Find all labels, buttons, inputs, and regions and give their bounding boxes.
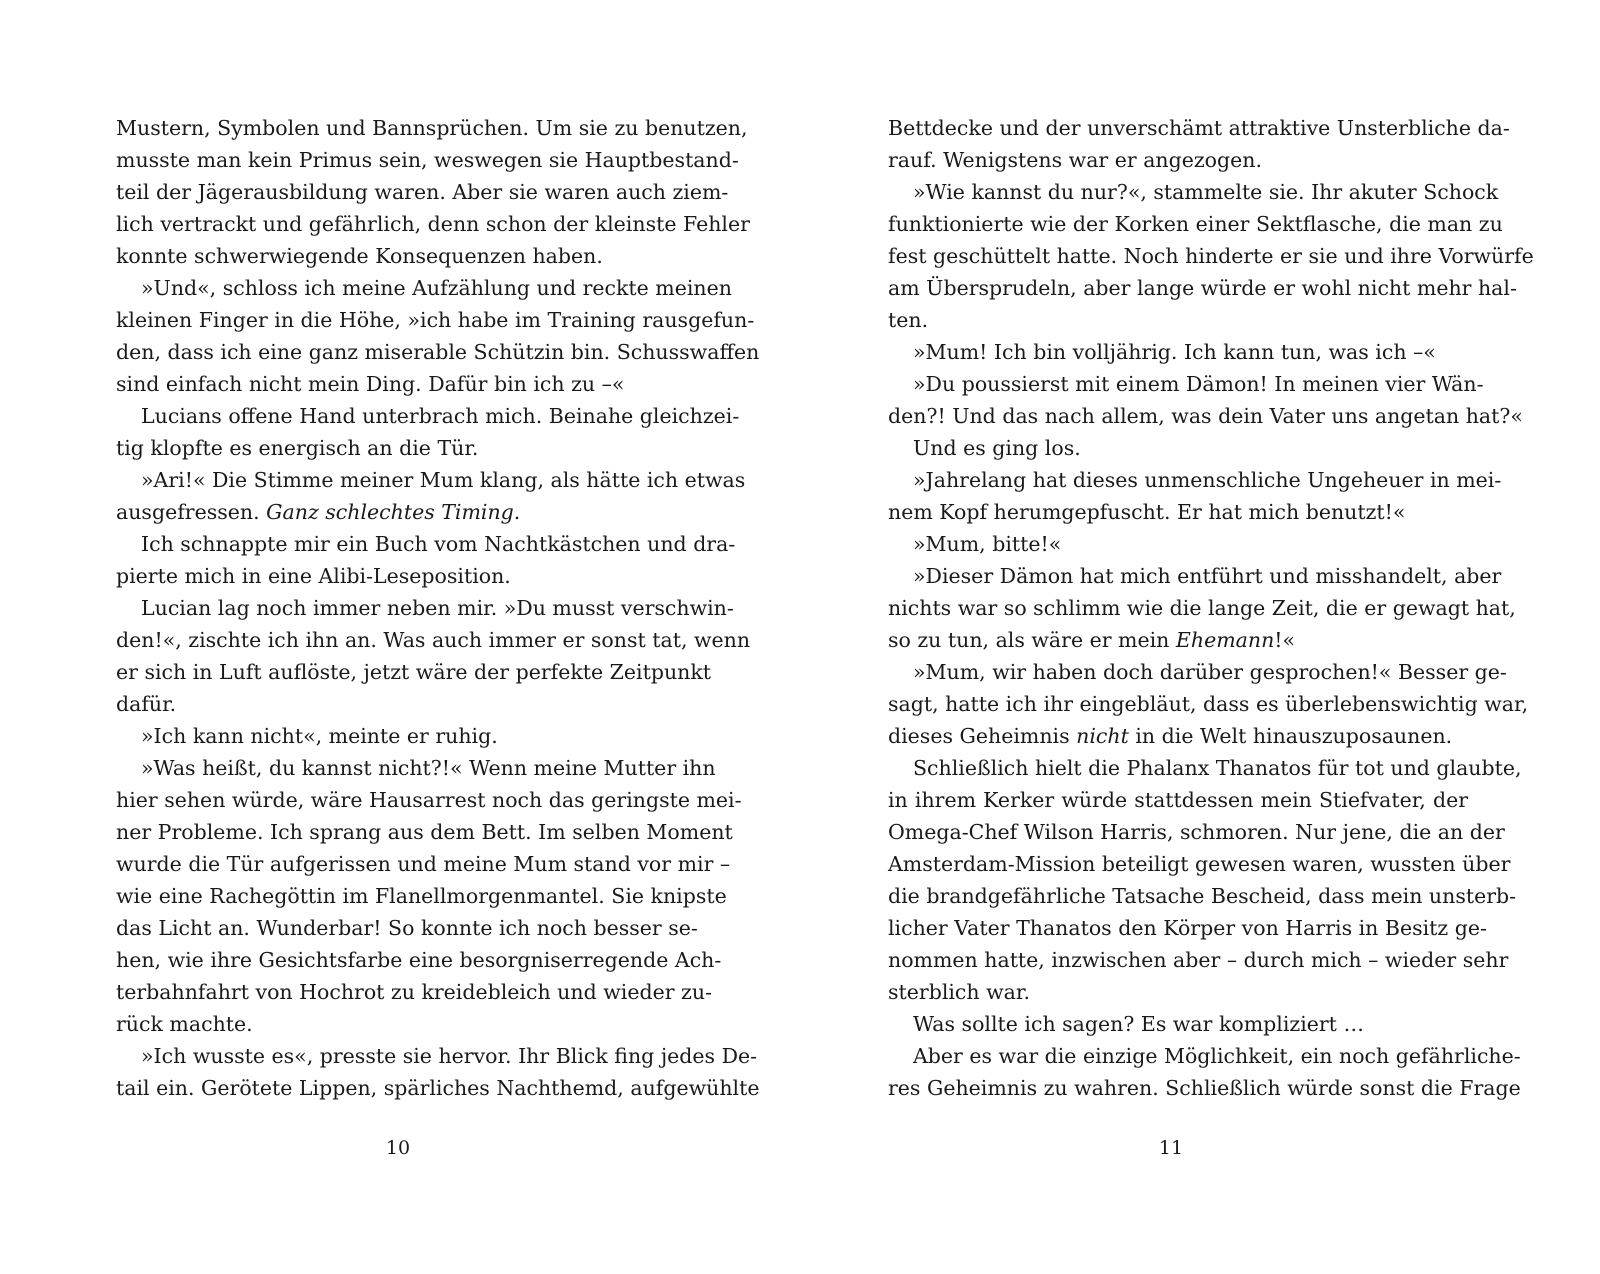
- text-line: pierte mich in eine Alibi-Leseposition.: [116, 564, 511, 588]
- text-line: »Mum! Ich bin volljährig. Ich kann tun, was ich –«: [913, 340, 1436, 364]
- text-line: Und es ging los.: [913, 436, 1081, 460]
- italic-text: Ehemann: [1175, 628, 1275, 652]
- text-line: licher Vater Thanatos den Körper von Harris in Besitz ge-: [888, 916, 1487, 940]
- text-run: so zu tun, als wäre er mein: [888, 628, 1170, 652]
- text-line: Amsterdam-Mission beteiligt gewesen waren, wussten über: [888, 852, 1511, 876]
- text-line: wurde die Tür aufgerissen und meine Mum stand vor mir –: [116, 852, 731, 876]
- text-line: »Ich wusste es«, presste sie hervor. Ihr Blick fing jedes De-: [141, 1044, 758, 1068]
- text-line: sagt, hatte ich ihr eingebläut, dass es überlebenswichtig war,: [888, 692, 1529, 716]
- text-line: die brandgefährliche Tatsache Bescheid, dass mein unsterb-: [888, 884, 1517, 908]
- text-line: Omega-Chef Wilson Harris, schmoren. Nur jene, die an der: [888, 820, 1505, 844]
- text-run: !«: [1274, 628, 1296, 652]
- text-line: »Ich kann nicht«, meinte er ruhig.: [141, 724, 498, 748]
- text-line: rauf. Wenigstens war er angezogen.: [888, 148, 1262, 172]
- text-line: [116, 496, 696, 528]
- text-line: ten.: [888, 308, 929, 332]
- text-line: terbahnfahrt von Hochrot zu kreidebleich und wieder zu-: [116, 980, 712, 1004]
- text-line: konnte schwerwiegende Konsequenzen haben.: [116, 244, 603, 268]
- text-line: »Dieser Dämon hat mich entführt und misshandelt, aber: [913, 564, 1502, 588]
- text-line: den!«, zischte ich ihn an. Was auch immer er sonst tat, wenn: [116, 628, 751, 652]
- text-line: Was sollte ich sagen? Es war kompliziert …: [913, 1012, 1364, 1036]
- italic-text: nicht: [1076, 724, 1129, 748]
- text-line: den?! Und das nach allem, was dein Vater uns angetan hat?«: [888, 404, 1523, 428]
- text-line: »Was heißt, du kannst nicht?!« Wenn meine Mutter ihn: [141, 756, 716, 780]
- text-line: »Jahrelang hat dieses unmenschliche Ungeheuer in mei-: [913, 468, 1502, 492]
- page-number-right: 11: [1158, 1137, 1184, 1159]
- text-line: ner Probleme. Ich sprang aus dem Bett. Im selben Moment: [116, 820, 733, 844]
- text-line: wie eine Rachegöttin im Flanellmorgenmantel. Sie knipste: [116, 884, 727, 908]
- text-line: nommen hatte, inzwischen aber – durch mich – wieder sehr: [888, 948, 1509, 972]
- text-line: »Du poussierst mit einem Dämon! In meinen vier Wän-: [913, 372, 1484, 396]
- text-line: Mustern, Symbolen und Bannsprüchen. Um sie zu benutzen,: [116, 116, 748, 140]
- text-line: [888, 720, 1468, 752]
- text-line: tig klopfte es energisch an die Tür.: [116, 436, 479, 460]
- text-line: »Ari!« Die Stimme meiner Mum klang, als hätte ich etwas: [141, 468, 746, 492]
- text-line: »Mum, wir haben doch darüber gesprochen!« Besser ge-: [913, 660, 1507, 684]
- italic-text: Ganz schlechtes Timing.: [266, 500, 521, 524]
- text-line: dafür.: [116, 692, 177, 716]
- text-line: hen, wie ihre Gesichtsfarbe eine besorgniserregende Ach-: [116, 948, 722, 972]
- text-line: Lucian lag noch immer neben mir. »Du musst verschwin-: [141, 596, 734, 620]
- text-line: sterblich war.: [888, 980, 1030, 1004]
- text-line: »Wie kannst du nur?«, stammelte sie. Ihr akuter Schock: [913, 180, 1499, 204]
- text-line: »Und«, schloss ich meine Aufzählung und reckte meinen: [141, 276, 732, 300]
- text-line: fest geschüttelt hatte. Noch hinderte er sie und ihre Vorwürfe: [888, 244, 1534, 268]
- text-line: Bettdecke und der unverschämt attraktive Unsterbliche da-: [888, 116, 1510, 140]
- text-line: teil der Jägerausbildung waren. Aber sie waren auch ziem-: [116, 180, 729, 204]
- left-page: [116, 112, 760, 1142]
- text-line: musste man kein Primus sein, weswegen sie Hauptbestand-: [116, 148, 739, 172]
- text-line: lich vertrackt und gefährlich, denn schon der kleinste Fehler: [116, 212, 750, 236]
- text-line: am Übersprudeln, aber lange würde er wohl nicht mehr hal-: [888, 276, 1517, 300]
- text-line: »Mum, bitte!«: [913, 532, 1062, 556]
- text-line: [888, 624, 1468, 656]
- text-line: in ihrem Kerker würde stattdessen mein Stiefvater, der: [888, 788, 1468, 812]
- text-line: res Geheimnis zu wahren. Schließlich würde sonst die Frage: [888, 1076, 1521, 1100]
- text-line: Aber es war die einzige Möglichkeit, ein noch gefährliche-: [913, 1044, 1521, 1068]
- text-line: nem Kopf herumgepfuscht. Er hat mich benutzt!«: [888, 500, 1406, 524]
- text-line: Schließlich hielt die Phalanx Thanatos für tot und glaubte,: [913, 756, 1522, 780]
- right-page: [888, 112, 1534, 1142]
- text-run: ausgefressen.: [116, 500, 260, 524]
- page-number-left: 10: [385, 1137, 411, 1159]
- text-line: funktionierte wie der Korken einer Sektflasche, die man zu: [888, 212, 1503, 236]
- text-line: hier sehen würde, wäre Hausarrest noch das geringste mei-: [116, 788, 742, 812]
- text-line: den, dass ich eine ganz miserable Schützin bin. Schusswaffen: [116, 340, 760, 364]
- text-line: Ich schnappte mir ein Buch vom Nachtkästchen und dra-: [141, 532, 736, 556]
- text-line: nichts war so schlimm wie die lange Zeit, die er gewagt hat,: [888, 596, 1516, 620]
- text-line: Lucians offene Hand unterbrach mich. Beinahe gleichzei-: [141, 404, 740, 428]
- text-line: das Licht an. Wunderbar! So konnte ich noch besser se-: [116, 916, 698, 940]
- text-line: sind einfach nicht mein Ding. Dafür bin ich zu –«: [116, 372, 625, 396]
- text-line: kleinen Finger in die Höhe, »ich habe im Training rausgefun-: [116, 308, 755, 332]
- text-line: rück machte.: [116, 1012, 253, 1036]
- text-line: er sich in Luft auflöste, jetzt wäre der perfekte Zeitpunkt: [116, 660, 712, 684]
- text-line: tail ein. Gerötete Lippen, spärliches Nachthemd, aufgewühlte: [116, 1076, 760, 1100]
- text-run: dieses Geheimnis: [888, 724, 1070, 748]
- text-run: in die Welt hinauszuposaunen.: [1135, 724, 1453, 748]
